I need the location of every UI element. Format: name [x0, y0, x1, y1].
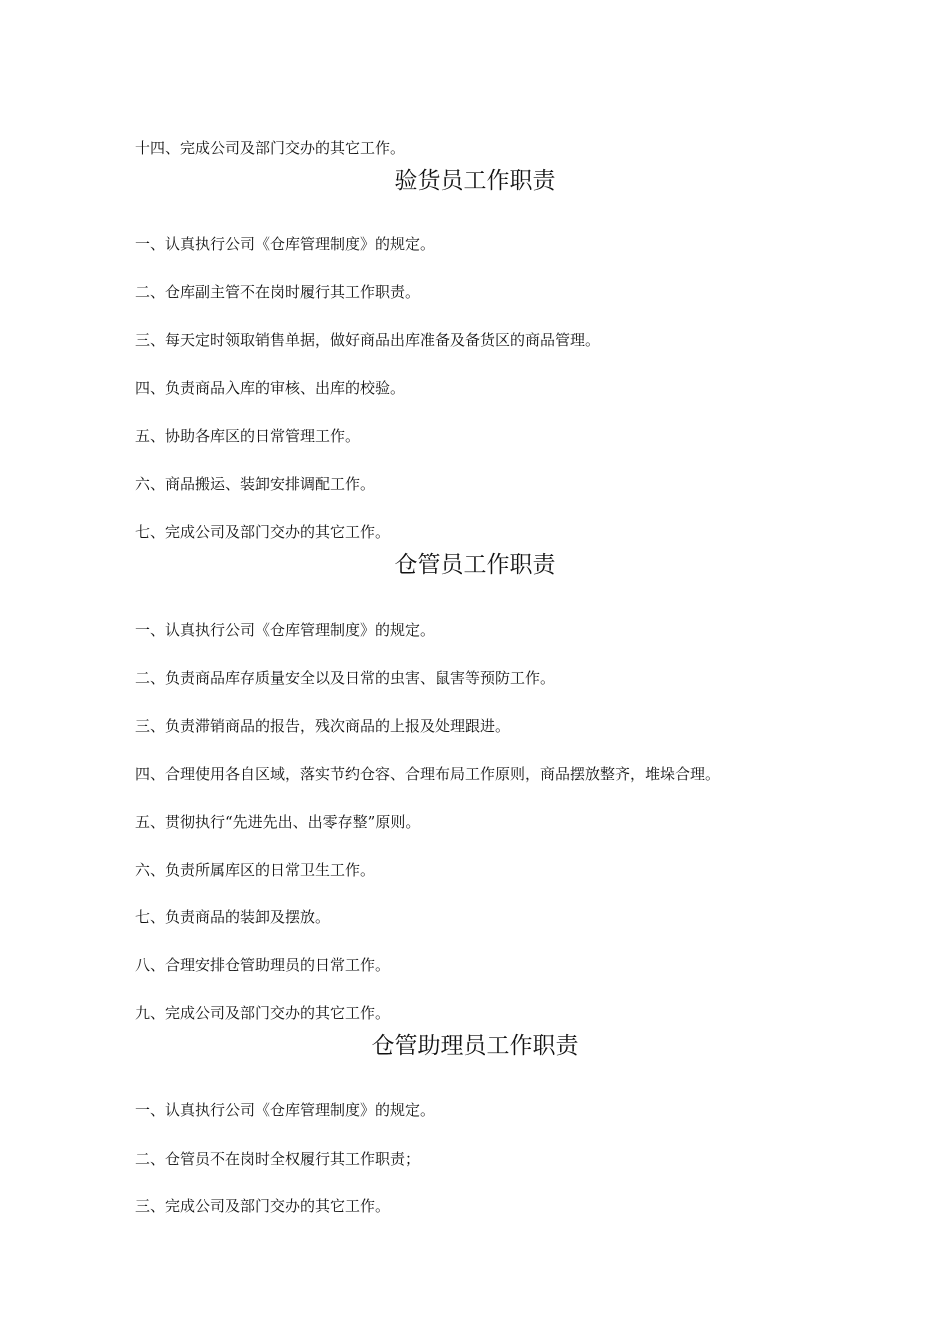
list-item: 四、合理使用各自区域，落实节约仓容、合理布局工作原则，商品摆放整齐，堆垛合理。: [135, 765, 721, 783]
list-item: 三、完成公司及部门交办的其它工作。: [135, 1197, 391, 1215]
list-item: 三、负责滞销商品的报告，残次商品的上报及处理跟进。: [135, 717, 511, 735]
list-item: 九、完成公司及部门交办的其它工作。: [135, 1004, 391, 1022]
list-item: 一、认真执行公司《仓库管理制度》的规定。: [135, 235, 436, 253]
list-item: 五、协助各库区的日常管理工作。: [135, 427, 361, 445]
intro-item: 十四、完成公司及部门交办的其它工作。: [135, 139, 406, 157]
list-item: 八、合理安排仓管助理员的日常工作。: [135, 956, 391, 974]
list-item: 七、负责商品的装卸及摆放。: [135, 908, 331, 926]
section-title-inspector: 验货员工作职责: [394, 168, 556, 194]
list-item: 二、负责商品库存质量安全以及日常的虫害、鼠害等预防工作。: [135, 669, 556, 687]
list-item: 五、贯彻执行“先进先出、出零存整”原则。: [135, 813, 421, 831]
list-item: 六、负责所属库区的日常卫生工作。: [135, 861, 376, 879]
list-item: 一、认真执行公司《仓库管理制度》的规定。: [135, 1101, 436, 1119]
list-item: 六、商品搬运、装卸安排调配工作。: [135, 475, 376, 493]
list-item: 三、每天定时领取销售单据，做好商品出库准备及备货区的商品管理。: [135, 331, 601, 349]
section-title-warehouse-keeper: 仓管员工作职责: [394, 552, 556, 578]
list-item: 二、仓库副主管不在岗时履行其工作职责。: [135, 283, 421, 301]
list-item: 七、完成公司及部门交办的其它工作。: [135, 523, 391, 541]
list-item: 四、负责商品入库的审核、出库的校验。: [135, 379, 406, 397]
list-item: 二、仓管员不在岗时全权履行其工作职责；: [135, 1150, 421, 1168]
list-item: 一、认真执行公司《仓库管理制度》的规定。: [135, 621, 436, 639]
section-title-assistant: 仓管助理员工作职责: [371, 1033, 579, 1059]
